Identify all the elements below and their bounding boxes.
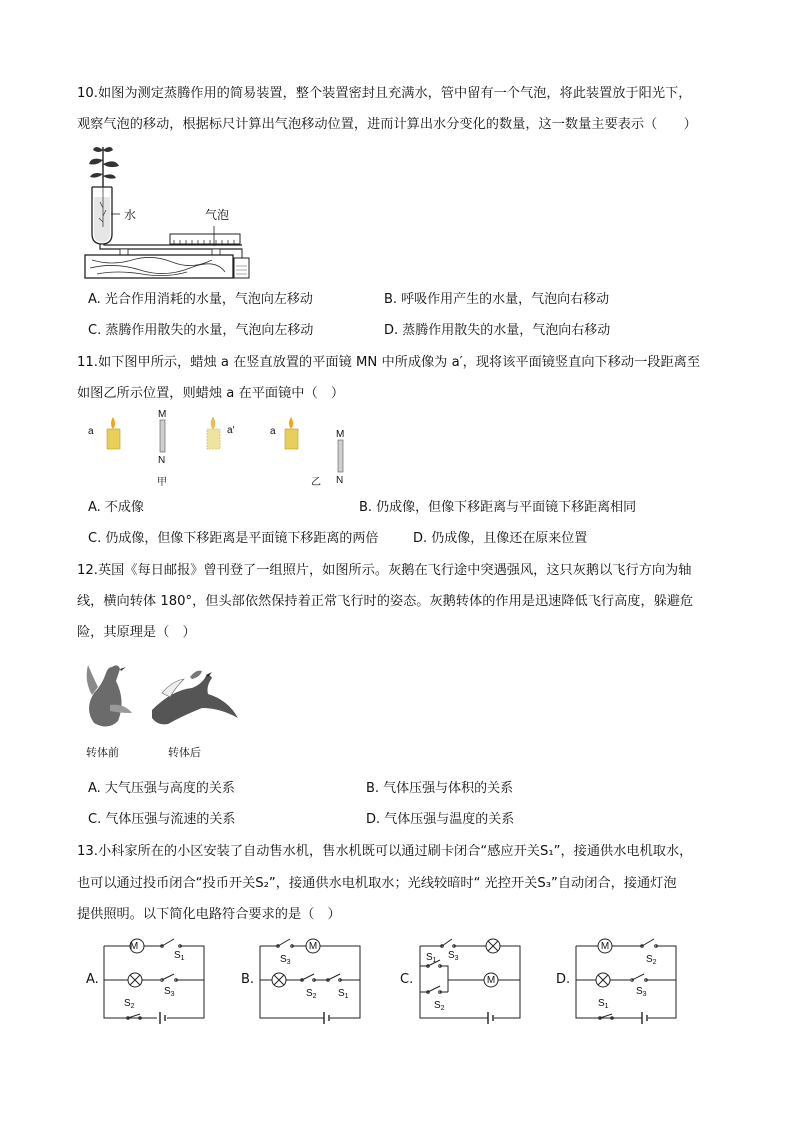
q13-stem-line2: 也可以通过投币闭合“投币开关S₂”，接通供水电机取水；光线较暗时“ 光控开关S₃”自动闭合，接通灯泡 (77, 876, 677, 891)
q13-stem-line3: 提供照明。以下简化电路符合要求的是（ ） (77, 907, 341, 922)
svg-text:S1: $S_1$ (426, 952, 437, 964)
q12-option-b[interactable]: B. 气体压强与体积的关系 (366, 781, 514, 796)
q13-circuit-a (102, 934, 207, 1024)
svg-text:S3: $S_3$ (164, 986, 175, 998)
svg-text:S2: $S_2$ (434, 1000, 445, 1012)
q10-label-water: 水 (124, 208, 137, 222)
q13-circuit-c (418, 934, 523, 1024)
svg-text:M: M (600, 941, 610, 952)
q10-option-d[interactable]: D. 蒸腾作用散失的水量，气泡向右移动 (384, 323, 611, 338)
q11-stem-line2: 如图乙所示位置，则蜡烛 a 在平面镜中（ ） (77, 386, 345, 401)
svg-text:S1: $S_1$ (338, 988, 349, 1000)
q13-option-c[interactable]: C. (400, 972, 414, 987)
svg-text:N: N (336, 475, 344, 486)
q12-caption-after: 转体后 (168, 746, 201, 759)
q10-option-a[interactable]: A. 光合作用消耗的水量，气泡向左移动 (88, 292, 313, 307)
q11-option-a[interactable]: A. 不成像 (88, 500, 144, 515)
q10-stem-line1: 10.如图为测定蒸腾作用的简易装置，整个装置密封且充满水，管中留有一个气泡，将此装置放于阳光下， (77, 86, 692, 101)
q11-label-a-image: a′ (227, 425, 235, 436)
q11-label-N: N (158, 455, 166, 466)
q11-stem-line1: 11.如下图甲所示，蜡烛 a 在竖直放置的平面镜 MN 中所成像为 a′，现将该平面镜竖直向下移动一段距离至 (77, 355, 701, 370)
svg-text:S3: $S_3$ (448, 950, 459, 962)
q13-circuit-d (574, 934, 679, 1024)
q12-goose-photos (82, 655, 242, 740)
q11-option-c[interactable]: C. 仍成像，但像下移距离是平面镜下移距离的两倍 (88, 531, 379, 546)
q10-stem-line2: 观察气泡的移动，根据标尺计算出气泡移动位置，进而计算出水分变化的数量，这一数量主要表示（ ） (77, 117, 697, 132)
svg-text:a: a (270, 426, 276, 437)
q12-option-a[interactable]: A. 大气压强与高度的关系 (88, 781, 235, 796)
svg-text:S1: $S_1$ (174, 950, 185, 962)
q13-option-b[interactable]: B. (241, 972, 255, 987)
svg-text:M: M (308, 941, 318, 952)
svg-text:S1: $S_1$ (598, 998, 609, 1010)
q10-option-b[interactable]: B. 呼吸作用产生的水量，气泡向右移动 (384, 292, 610, 307)
q12-stem-line3: 险，其原理是（ ） (77, 625, 196, 640)
q11-mirror-figure (85, 405, 355, 490)
q12-stem-line2: 线，横向转体 180°，但头部依然保持着正常飞行时的姿态。灰鹅转体的作用是迅速降低飞行高度，躲避危 (77, 594, 694, 609)
q13-a-motor: M (129, 941, 139, 952)
svg-text:S2: $S_2$ (646, 954, 657, 966)
q13-stem-line1: 13.小科家所在的小区安装了自动售水机，售水机既可以通过刷卡闭合“感应开关S₁”，接通供水电机取水， (77, 844, 693, 859)
q10-label-bubble: 气泡 (205, 208, 230, 222)
q13-circuit-b (258, 934, 363, 1024)
q11-option-b[interactable]: B. 仍成像，但像下移距离与平面镜下移距离相同 (359, 500, 637, 515)
q12-caption-before: 转体前 (86, 746, 119, 759)
q10-option-c[interactable]: C. 蒸腾作用散失的水量，气泡向左移动 (88, 323, 314, 338)
q12-option-d[interactable]: D. 气体压强与温度的关系 (366, 812, 515, 827)
q10-transpiration-apparatus (82, 142, 257, 282)
svg-text:S3: $S_3$ (636, 986, 647, 998)
svg-text:S2: $S_2$ (306, 988, 317, 1000)
q13-option-a[interactable]: A. (86, 972, 99, 987)
svg-text:S3: $S_3$ (280, 954, 291, 966)
svg-text:S2: $S_2$ (124, 998, 135, 1010)
q11-label-jia: 甲 (157, 477, 167, 488)
q13-option-d[interactable]: D. (556, 972, 571, 987)
q11-label-yi: 乙 (311, 477, 321, 488)
q11-label-M: M (158, 409, 167, 420)
q11-option-d[interactable]: D. 仍成像，且像还在原来位置 (413, 531, 588, 546)
q11-label-a: a (88, 426, 94, 437)
svg-text:M: M (486, 975, 496, 986)
svg-text:M: M (336, 429, 345, 440)
q12-stem-line1: 12.英国《每日邮报》曾刊登了一组照片，如图所示。灰鹅在飞行途中突遇强风，这只灰鹅以飞行方向为轴 (77, 563, 692, 578)
q12-option-c[interactable]: C. 气体压强与流速的关系 (88, 812, 236, 827)
